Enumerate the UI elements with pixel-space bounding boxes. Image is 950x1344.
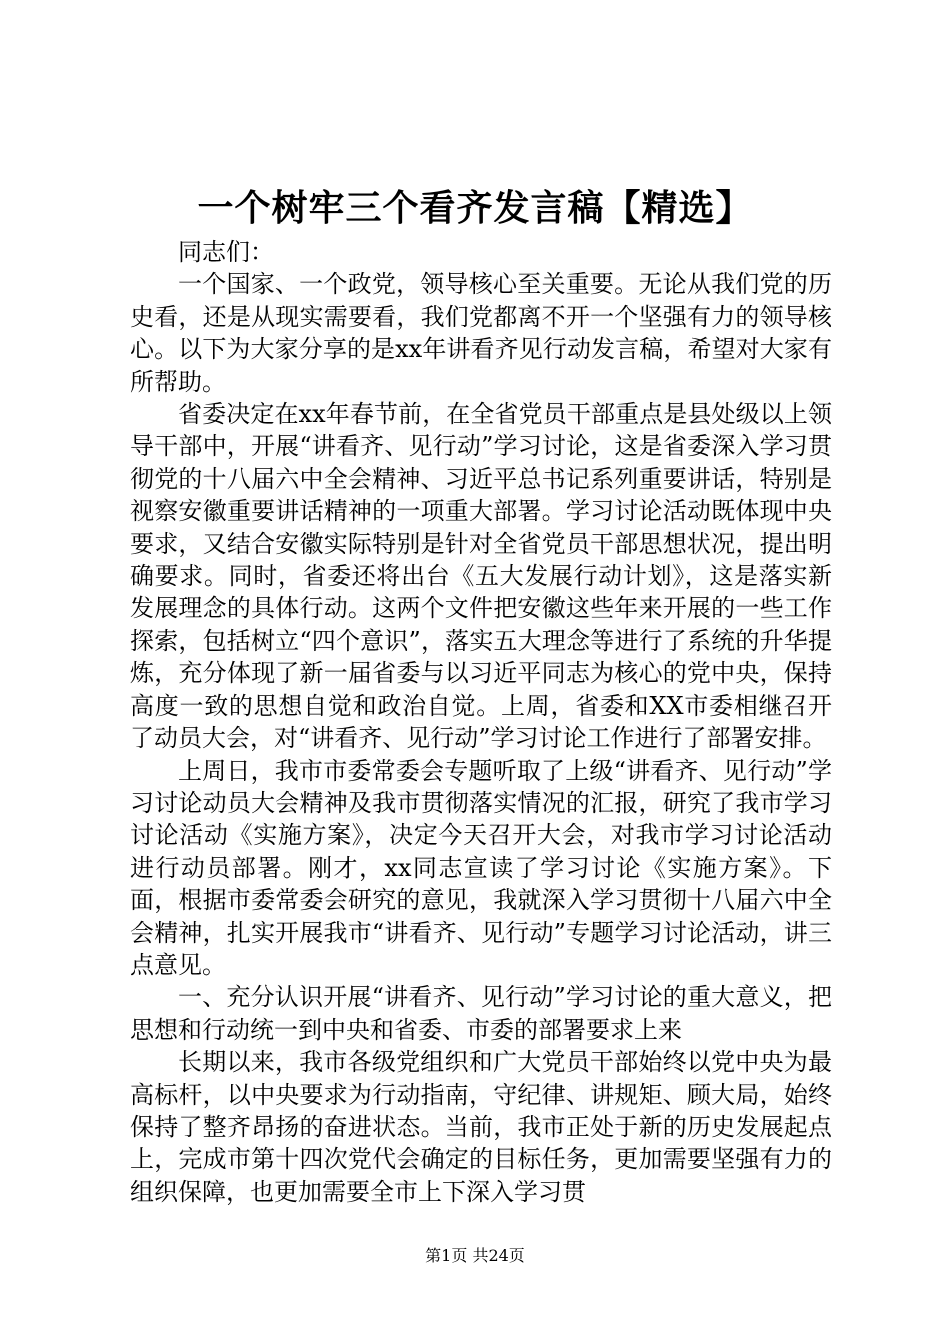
section-heading-one: 一、充分认识开展“讲看齐、见行动”学习讨论的重大意义，把思想和行动统一到中央和省委、市委的部署要求上来	[130, 983, 832, 1044]
paragraph-long-term: 长期以来，我市各级党组织和广大党员干部始终以党中央为最高标杆，以中央要求为行动指南，守纪律、讲规矩、顾大局，始终保持了整齐昂扬的奋进状态。当前，我市正处于新的历史发展起点上，完成市第十四次党代会确定的目标任务，更加需要坚强有力的组织保障，也更加需要全市上下深入学习贯	[130, 1048, 832, 1206]
document-body	[130, 236, 832, 1208]
page-number-footer: 第1页 共24页	[425, 1246, 525, 1265]
paragraph-intro: 一个国家、一个政党，领导核心至关重要。无论从我们党的历史看，还是从现实需要看，我们党都离不开一个坚强有力的领导核心。以下为大家分享的是xx年讲看齐见行动发言稿，希望对大家有所帮助。	[130, 270, 832, 396]
document-title: 一个树牢三个看齐发言稿【精选】	[197, 187, 753, 229]
paragraph-city-meeting: 上周日，我市市委常委会专题听取了上级“讲看齐、见行动”学习讨论动员大会精神及我市贯彻落实情况的汇报，研究了我市学习讨论活动《实施方案》，决定今天召开大会，对我市学习讨论活动进行动员部署。刚才，xx同志宣读了学习讨论《实施方案》。下面，根据市委常委会研究的意见，我就深入学习贯彻十八届六中全会精神，扎实开展我市“讲看齐、见行动”专题学习讨论活动，讲三点意见。	[130, 756, 832, 979]
paragraph-provincial-decision: 省委决定在xx年春节前，在全省党员干部重点是县处级以上领导干部中，开展“讲看齐、见行动”学习讨论，这是省委深入学习贯彻党的十八届六中全会精神、习近平总书记系列重要讲话，特别是视察安徽重要讲话精神的一项重大部署。学习讨论活动既体现中央要求，又结合安徽实际特别是针对全省党员干部思想状况，提出明确要求。同时，省委还将出台《五大发展行动计划》，这是落实新发展理念的具体行动。这两个文件把安徽这些年来开展的一些工作探索，包括树立“四个意识”，落实五大理念等进行了系统的升华提炼，充分体现了新一届省委与以习近平同志为核心的党中央，保持高度一致的思想自觉和政治自觉。上周，省委和XX市委相继召开了动员大会，对“讲看齐、见行动”学习讨论工作进行了部署安排。	[130, 400, 832, 753]
paragraph-salutation: 同志们：	[178, 238, 274, 266]
